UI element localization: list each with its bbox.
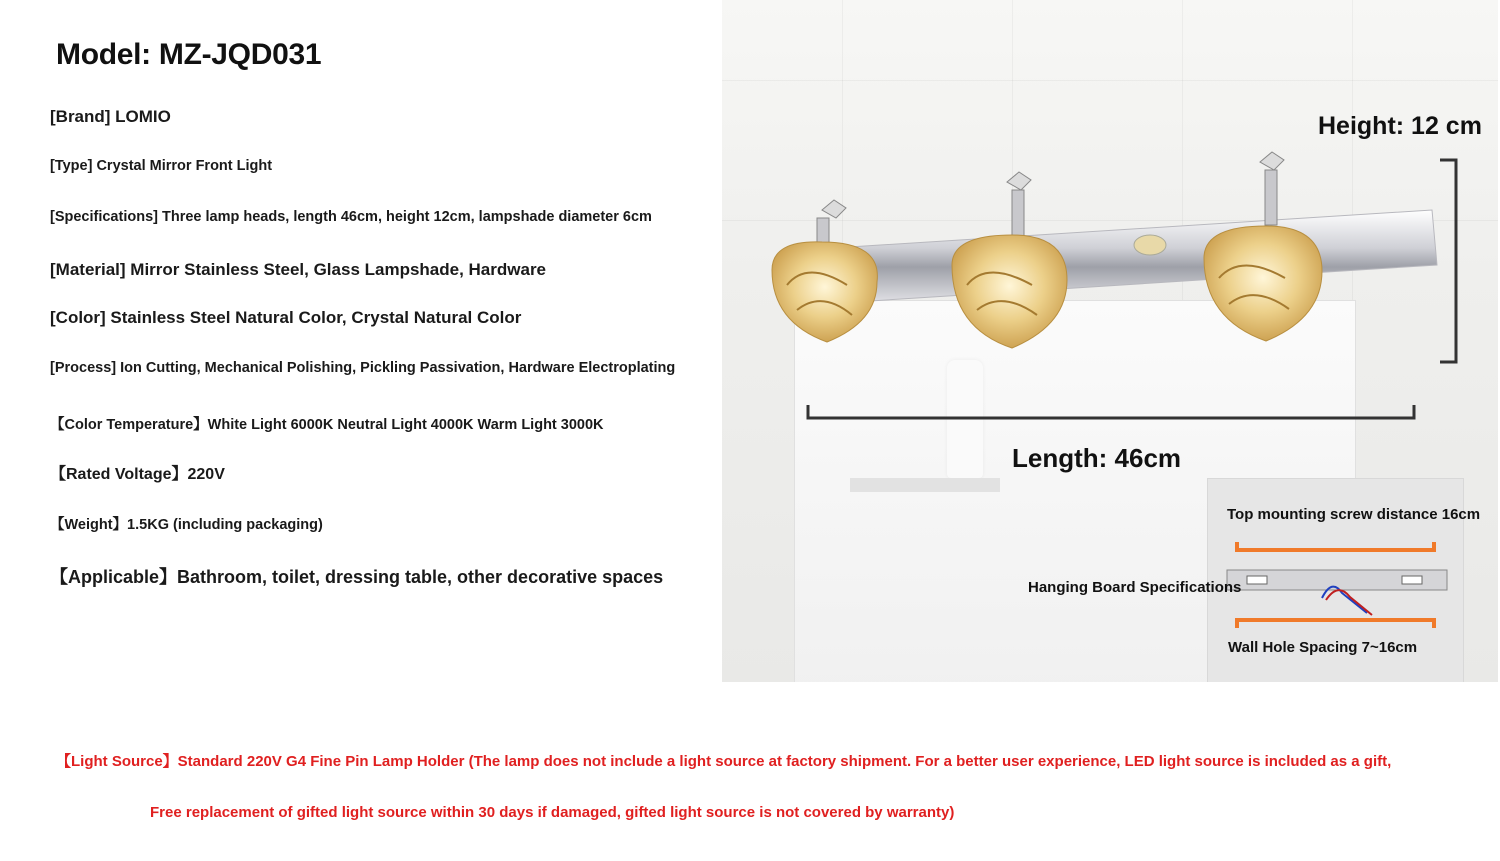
crystal-lamp-icon: [772, 200, 877, 342]
center-ornament: [1134, 235, 1166, 255]
spec-type: [Type] Crystal Mirror Front Light: [50, 158, 273, 174]
steel-bar: [802, 210, 1437, 305]
spec-material: [Material] Mirror Stainless Steel, Glass Lampshade, Hardware: [50, 260, 547, 279]
spec-color: [Color] Stainless Steel Natural Color, Crystal Natural Color: [50, 308, 522, 327]
wall-hole-label: Wall Hole Spacing 7~16cm: [1228, 639, 1418, 656]
spec-process: [Process] Ion Cutting, Mechanical Polishing, Pickling Passivation, Hardware Electroplating: [50, 360, 676, 376]
spec-rated-voltage: 【Rated Voltage】220V: [50, 466, 225, 483]
hanging-board-label: Hanging Board Specifications: [1028, 579, 1242, 596]
spec-applicable: 【Applicable】Bathroom, toilet, dressing table, other decorative spaces: [50, 567, 664, 587]
spec-brand: [Brand] LOMIO: [50, 107, 171, 126]
crystal-lamp-icon: [1204, 152, 1322, 341]
height-bracket: [1440, 160, 1456, 362]
spec-specifications: [Specifications] Three lamp heads, length 46cm, height 12cm, lampshade diameter 6cm: [50, 209, 652, 225]
spec-color-temperature: 【Color Temperature】White Light 6000K Neutral Light 4000K Warm Light 3000K: [50, 417, 604, 433]
spec-weight: 【Weight】1.5KG (including packaging): [50, 517, 323, 533]
page-title: Model: MZ-JQD031: [56, 38, 322, 71]
height-label: Height: 12 cm: [1318, 112, 1482, 140]
light-source-note-line1: 【Light Source】Standard 220V G4 Fine Pin Lamp Holder (The lamp does not include a light source at factory shipment. For a better user experience, LED light source is included as a gift,: [56, 753, 1392, 770]
crystal-lamp-icon: [952, 172, 1067, 348]
length-bracket: [808, 405, 1414, 418]
hanging-board-icon: [1227, 542, 1447, 628]
top-screw-label: Top mounting screw distance 16cm: [1227, 506, 1481, 523]
length-label: Length: 46cm: [1012, 443, 1182, 473]
light-source-note-line2: Free replacement of gifted light source within 30 days if damaged, gifted light source is not covered by warranty): [150, 804, 955, 821]
